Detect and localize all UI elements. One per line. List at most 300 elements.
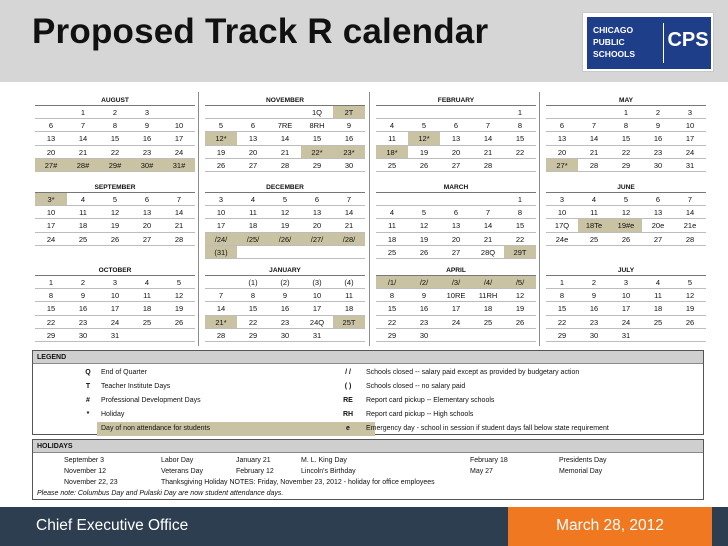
- day-cell: 19: [408, 233, 440, 246]
- day-cell: /1/: [376, 276, 408, 289]
- day-cell: 18: [131, 302, 163, 315]
- day-cell: 8: [376, 289, 408, 302]
- day-cell: 23: [408, 316, 440, 329]
- day-cell: 4: [376, 119, 408, 132]
- day-cell: 10RE: [440, 289, 472, 302]
- day-cell: 7RE: [269, 119, 301, 132]
- day-cell: 20: [301, 219, 333, 232]
- day-cell: [131, 329, 163, 342]
- legend-symbol: ( ): [344, 383, 352, 390]
- month-title: APRIL: [376, 266, 536, 276]
- day-cell: (3): [301, 276, 333, 289]
- month-days: [376, 276, 536, 342]
- day-cell: 3: [205, 193, 237, 206]
- day-cell: 29: [610, 159, 642, 172]
- month-september: [35, 183, 195, 246]
- month-title: NOVEMBER: [205, 96, 365, 106]
- day-cell: 27: [131, 233, 163, 246]
- day-cell: 28: [205, 329, 237, 342]
- day-cell: 22: [35, 316, 67, 329]
- day-cell: 1: [546, 276, 578, 289]
- day-cell: 20: [440, 233, 472, 246]
- day-cell: 6: [440, 206, 472, 219]
- day-cell: 1: [67, 106, 99, 119]
- day-cell: 13: [642, 206, 674, 219]
- day-cell: 17: [99, 302, 131, 315]
- day-cell: 23: [131, 146, 163, 159]
- day-cell: 3*: [35, 193, 67, 206]
- legend-text: Teacher Institute Days: [101, 383, 171, 390]
- day-cell: 18Te: [578, 219, 610, 232]
- day-cell: 31: [610, 329, 642, 342]
- day-cell: 10: [163, 119, 195, 132]
- logo-line-1: CHICAGO: [593, 25, 634, 35]
- holiday-entry: M. L. King Day: [301, 457, 347, 464]
- day-cell: 22*: [301, 146, 333, 159]
- day-cell: 11: [67, 206, 99, 219]
- day-cell: [205, 106, 237, 119]
- day-cell: 17: [35, 219, 67, 232]
- day-cell: 5: [610, 193, 642, 206]
- holidays-heading: HOLIDAYS: [33, 440, 703, 453]
- day-cell: 22: [237, 316, 269, 329]
- day-cell: 16: [642, 132, 674, 145]
- day-cell: 22: [99, 146, 131, 159]
- day-cell: 14: [205, 302, 237, 315]
- day-cell: 28: [578, 159, 610, 172]
- day-cell: [408, 106, 440, 119]
- day-cell: 17: [440, 302, 472, 315]
- month-days: [35, 106, 195, 172]
- day-cell: [504, 329, 536, 342]
- day-cell: 11: [237, 206, 269, 219]
- day-cell: 30: [269, 329, 301, 342]
- legend-symbol: e: [346, 425, 350, 432]
- day-cell: 23: [642, 146, 674, 159]
- day-cell: /4/: [472, 276, 504, 289]
- day-cell: 26: [504, 316, 536, 329]
- day-cell: 6: [642, 193, 674, 206]
- day-cell: 30: [67, 329, 99, 342]
- month-may: [546, 96, 706, 172]
- day-cell: 18*: [376, 146, 408, 159]
- day-cell: 4: [131, 276, 163, 289]
- day-cell: 16: [578, 302, 610, 315]
- day-cell: [237, 106, 269, 119]
- day-cell: 10: [546, 206, 578, 219]
- day-cell: [546, 106, 578, 119]
- day-cell: 15: [376, 302, 408, 315]
- day-cell: /5/: [504, 276, 536, 289]
- day-cell: 13: [237, 132, 269, 145]
- day-cell: 22: [610, 146, 642, 159]
- month-days: [205, 106, 365, 172]
- day-cell: 9: [578, 289, 610, 302]
- day-cell: [440, 106, 472, 119]
- day-cell: 10: [301, 289, 333, 302]
- day-cell: 25: [67, 233, 99, 246]
- day-cell: 16: [269, 302, 301, 315]
- thanksgiving-note: Thanksgiving Holiday NOTES: Friday, November 23, 2012 - holiday for office employees: [161, 479, 435, 486]
- legend-text: End of Quarter: [101, 369, 147, 376]
- day-cell: 30: [408, 329, 440, 342]
- day-cell: 12: [163, 289, 195, 302]
- day-cell: 28Q: [472, 246, 504, 259]
- day-cell: 4: [578, 193, 610, 206]
- day-cell: 18: [642, 302, 674, 315]
- day-cell: 6: [237, 119, 269, 132]
- day-cell: 5: [408, 206, 440, 219]
- day-cell: 11: [131, 289, 163, 302]
- day-cell: 26: [205, 159, 237, 172]
- day-cell: 13: [301, 206, 333, 219]
- day-cell: 28: [472, 159, 504, 172]
- day-cell: 23: [578, 316, 610, 329]
- holiday-entry: Labor Day: [161, 457, 194, 464]
- day-cell: 11: [578, 206, 610, 219]
- day-cell: 27: [237, 159, 269, 172]
- day-cell: 19: [205, 146, 237, 159]
- day-cell: 15: [504, 132, 536, 145]
- day-cell: [376, 106, 408, 119]
- day-cell: 21: [269, 146, 301, 159]
- day-cell: 13: [131, 206, 163, 219]
- day-cell: 21: [67, 146, 99, 159]
- day-cell: 14: [333, 206, 365, 219]
- day-cell: 8: [237, 289, 269, 302]
- day-cell: 25: [578, 233, 610, 246]
- day-cell: [269, 246, 301, 259]
- day-cell: 19: [99, 219, 131, 232]
- day-cell: 25: [376, 159, 408, 172]
- day-cell: 13: [440, 132, 472, 145]
- day-cell: 8: [99, 119, 131, 132]
- month-december: [205, 183, 365, 259]
- month-july: [546, 266, 706, 342]
- day-cell: 8: [504, 119, 536, 132]
- day-cell: 28#: [67, 159, 99, 172]
- day-cell: 11: [642, 289, 674, 302]
- day-cell: 19#e: [610, 219, 642, 232]
- day-cell: 7: [205, 289, 237, 302]
- day-cell: (2): [269, 276, 301, 289]
- legend-symbol: RH: [342, 411, 354, 418]
- legend-symbol: / /: [345, 369, 351, 376]
- month-days: [546, 106, 706, 172]
- day-cell: 24e: [546, 233, 578, 246]
- day-cell: 2: [642, 106, 674, 119]
- day-cell: 21: [578, 146, 610, 159]
- day-cell: 5: [205, 119, 237, 132]
- day-cell: 29: [301, 159, 333, 172]
- legend-heading: LEGEND: [33, 351, 703, 364]
- day-cell: 1: [610, 106, 642, 119]
- day-cell: 30: [333, 159, 365, 172]
- legend-text: Emergency day - school in session if student days fall below state requirement: [366, 425, 609, 432]
- month-days: [205, 193, 365, 259]
- day-cell: /26/: [269, 233, 301, 246]
- month-october: [35, 266, 195, 342]
- day-cell: 15: [301, 132, 333, 145]
- month-february: [376, 96, 536, 172]
- day-cell: 17: [163, 132, 195, 145]
- day-cell: /3/: [440, 276, 472, 289]
- holiday-entry: Lincoln's Birthday: [301, 468, 356, 475]
- day-cell: 8: [546, 289, 578, 302]
- day-cell: 24: [99, 316, 131, 329]
- day-cell: 17: [301, 302, 333, 315]
- month-title: OCTOBER: [35, 266, 195, 276]
- day-cell: 12*: [408, 132, 440, 145]
- day-cell: 22: [546, 316, 578, 329]
- month-november: [205, 96, 365, 172]
- day-cell: 27#: [35, 159, 67, 172]
- day-cell: 5: [163, 276, 195, 289]
- day-cell: 10: [35, 206, 67, 219]
- day-cell: 14: [67, 132, 99, 145]
- day-cell: 18: [472, 302, 504, 315]
- holiday-entry: September 3: [64, 457, 105, 464]
- holiday-entry: Veterans Day: [161, 468, 204, 475]
- month-january: [205, 266, 365, 342]
- day-cell: 23: [269, 316, 301, 329]
- day-cell: 21e: [674, 219, 706, 232]
- day-cell: 15: [237, 302, 269, 315]
- cps-logo: [582, 12, 714, 72]
- day-cell: 24Q: [301, 316, 333, 329]
- day-cell: 7: [67, 119, 99, 132]
- day-cell: 8: [610, 119, 642, 132]
- day-cell: 25: [131, 316, 163, 329]
- day-cell: 22: [504, 233, 536, 246]
- day-cell: 8: [504, 206, 536, 219]
- day-cell: (1): [237, 276, 269, 289]
- day-cell: /28/: [333, 233, 365, 246]
- day-cell: 14: [578, 132, 610, 145]
- day-cell: 28: [163, 233, 195, 246]
- day-cell: 18: [333, 302, 365, 315]
- day-cell: [333, 246, 365, 259]
- day-cell: 24: [610, 316, 642, 329]
- day-cell: 4: [67, 193, 99, 206]
- holiday-entry: Memorial Day: [559, 468, 603, 475]
- day-cell: 18: [67, 219, 99, 232]
- day-cell: [408, 193, 440, 206]
- legend-text: Schools closed -- no salary paid: [366, 383, 466, 390]
- column-divider: [539, 92, 540, 346]
- day-cell: 21: [472, 233, 504, 246]
- day-cell: 7: [578, 119, 610, 132]
- day-cell: 15: [99, 132, 131, 145]
- day-cell: 16: [408, 302, 440, 315]
- day-cell: 4: [237, 193, 269, 206]
- day-cell: 20: [237, 146, 269, 159]
- legend-text: Day of non attendance for students: [101, 425, 210, 432]
- holiday-entry: Presidents Day: [559, 457, 607, 464]
- logo-divider: [663, 23, 664, 63]
- day-cell: 19: [163, 302, 195, 315]
- day-cell: 10: [610, 289, 642, 302]
- day-cell: 19: [674, 302, 706, 315]
- day-cell: 3: [674, 106, 706, 119]
- day-cell: 7: [472, 119, 504, 132]
- month-days: [35, 193, 195, 246]
- day-cell: 24: [674, 146, 706, 159]
- day-cell: 22: [504, 146, 536, 159]
- day-cell: 1: [35, 276, 67, 289]
- day-cell: 2: [578, 276, 610, 289]
- day-cell: 4: [642, 276, 674, 289]
- legend-text: Report card pickup -- Elementary schools: [366, 397, 495, 404]
- day-cell: 6: [546, 119, 578, 132]
- day-cell: 22: [376, 316, 408, 329]
- day-cell: [674, 329, 706, 342]
- day-cell: 20: [35, 146, 67, 159]
- day-cell: 11RH: [472, 289, 504, 302]
- day-cell: 29: [376, 329, 408, 342]
- month-days: [205, 276, 365, 342]
- day-cell: 12: [269, 206, 301, 219]
- day-cell: 9: [67, 289, 99, 302]
- legend-text: Report card pickup -- High schools: [366, 411, 474, 418]
- legend-symbol: T: [85, 383, 91, 390]
- day-cell: 3: [610, 276, 642, 289]
- holiday-entry: November 12: [64, 468, 107, 475]
- day-cell: [301, 246, 333, 259]
- day-cell: 3: [546, 193, 578, 206]
- day-cell: (31): [205, 246, 237, 259]
- day-cell: 20: [131, 219, 163, 232]
- day-cell: 17: [674, 132, 706, 145]
- logo-abbr: CPS: [667, 29, 709, 51]
- day-cell: 19: [408, 146, 440, 159]
- month-days: [376, 193, 536, 259]
- day-cell: 17: [205, 219, 237, 232]
- month-title: FEBRUARY: [376, 96, 536, 106]
- day-cell: 11: [376, 132, 408, 145]
- logo-line-3: SCHOOLS: [593, 49, 636, 59]
- month-april: [376, 266, 536, 342]
- day-cell: 26: [610, 233, 642, 246]
- day-cell: 28: [269, 159, 301, 172]
- day-cell: [269, 106, 301, 119]
- day-cell: 12: [674, 289, 706, 302]
- thanksgiving-date: November 22, 23: [64, 479, 118, 486]
- cps-logo-wordmark: [593, 24, 659, 60]
- day-cell: 28: [674, 233, 706, 246]
- legend-symbol: *: [86, 411, 90, 418]
- day-cell: 24: [35, 233, 67, 246]
- footer-date: March 28, 2012: [508, 507, 712, 546]
- day-cell: 26: [408, 246, 440, 259]
- day-cell: 10: [205, 206, 237, 219]
- day-cell: /24/: [205, 233, 237, 246]
- day-cell: 12: [408, 219, 440, 232]
- month-title: JULY: [546, 266, 706, 276]
- month-days: [546, 276, 706, 342]
- day-cell: [504, 159, 536, 172]
- day-cell: 3: [131, 106, 163, 119]
- holidays-box: [32, 439, 704, 500]
- legend-symbol: Q: [85, 369, 91, 376]
- day-cell: 29: [546, 329, 578, 342]
- day-cell: 9: [131, 119, 163, 132]
- day-cell: 7: [674, 193, 706, 206]
- day-cell: 31: [99, 329, 131, 342]
- legend-box: [32, 350, 704, 435]
- day-cell: 20: [546, 146, 578, 159]
- day-cell: [205, 276, 237, 289]
- day-cell: [440, 193, 472, 206]
- day-cell: 26: [408, 159, 440, 172]
- column-divider: [198, 92, 199, 346]
- day-cell: 11: [333, 289, 365, 302]
- day-cell: 6: [131, 193, 163, 206]
- day-cell: 16: [333, 132, 365, 145]
- day-cell: 29#: [99, 159, 131, 172]
- day-cell: 25: [642, 316, 674, 329]
- day-cell: [472, 106, 504, 119]
- day-cell: 20: [440, 146, 472, 159]
- legend-text: Professional Development Days: [101, 397, 201, 404]
- day-cell: 14: [472, 132, 504, 145]
- day-cell: 8RH: [301, 119, 333, 132]
- day-cell: 12*: [205, 132, 237, 145]
- day-cell: 1: [504, 106, 536, 119]
- day-cell: 15: [610, 132, 642, 145]
- column-divider: [369, 92, 370, 346]
- day-cell: /25/: [237, 233, 269, 246]
- day-cell: 9: [642, 119, 674, 132]
- day-cell: 5: [99, 193, 131, 206]
- day-cell: 29: [35, 329, 67, 342]
- month-days: [35, 276, 195, 342]
- day-cell: 14: [472, 219, 504, 232]
- day-cell: (4): [333, 276, 365, 289]
- month-title: DECEMBER: [205, 183, 365, 193]
- day-cell: 16: [67, 302, 99, 315]
- day-cell: 6: [301, 193, 333, 206]
- cps-logo-panel: [587, 17, 711, 69]
- day-cell: 23*: [333, 146, 365, 159]
- day-cell: 14: [674, 206, 706, 219]
- month-days: [546, 193, 706, 246]
- day-cell: 25: [376, 246, 408, 259]
- day-cell: 24: [440, 316, 472, 329]
- day-cell: 26: [99, 233, 131, 246]
- day-cell: 30: [578, 329, 610, 342]
- day-cell: 24: [163, 146, 195, 159]
- month-title: JUNE: [546, 183, 706, 193]
- day-cell: 10: [99, 289, 131, 302]
- day-cell: 9: [408, 289, 440, 302]
- day-cell: [440, 329, 472, 342]
- logo-line-2: PUBLIC: [593, 37, 625, 47]
- month-title: MAY: [546, 96, 706, 106]
- day-cell: 25T: [333, 316, 365, 329]
- holiday-entry: May 27: [470, 468, 493, 475]
- legend-text: Holiday: [101, 411, 125, 418]
- day-cell: 10: [674, 119, 706, 132]
- legend-text: Schools closed -- salary paid except as provided by budgetary action: [366, 369, 580, 376]
- day-cell: 3: [99, 276, 131, 289]
- day-cell: 13: [546, 132, 578, 145]
- day-cell: 2: [99, 106, 131, 119]
- day-cell: 17Q: [546, 219, 578, 232]
- day-cell: 1Q: [301, 106, 333, 119]
- day-cell: [237, 246, 269, 259]
- day-cell: 5: [408, 119, 440, 132]
